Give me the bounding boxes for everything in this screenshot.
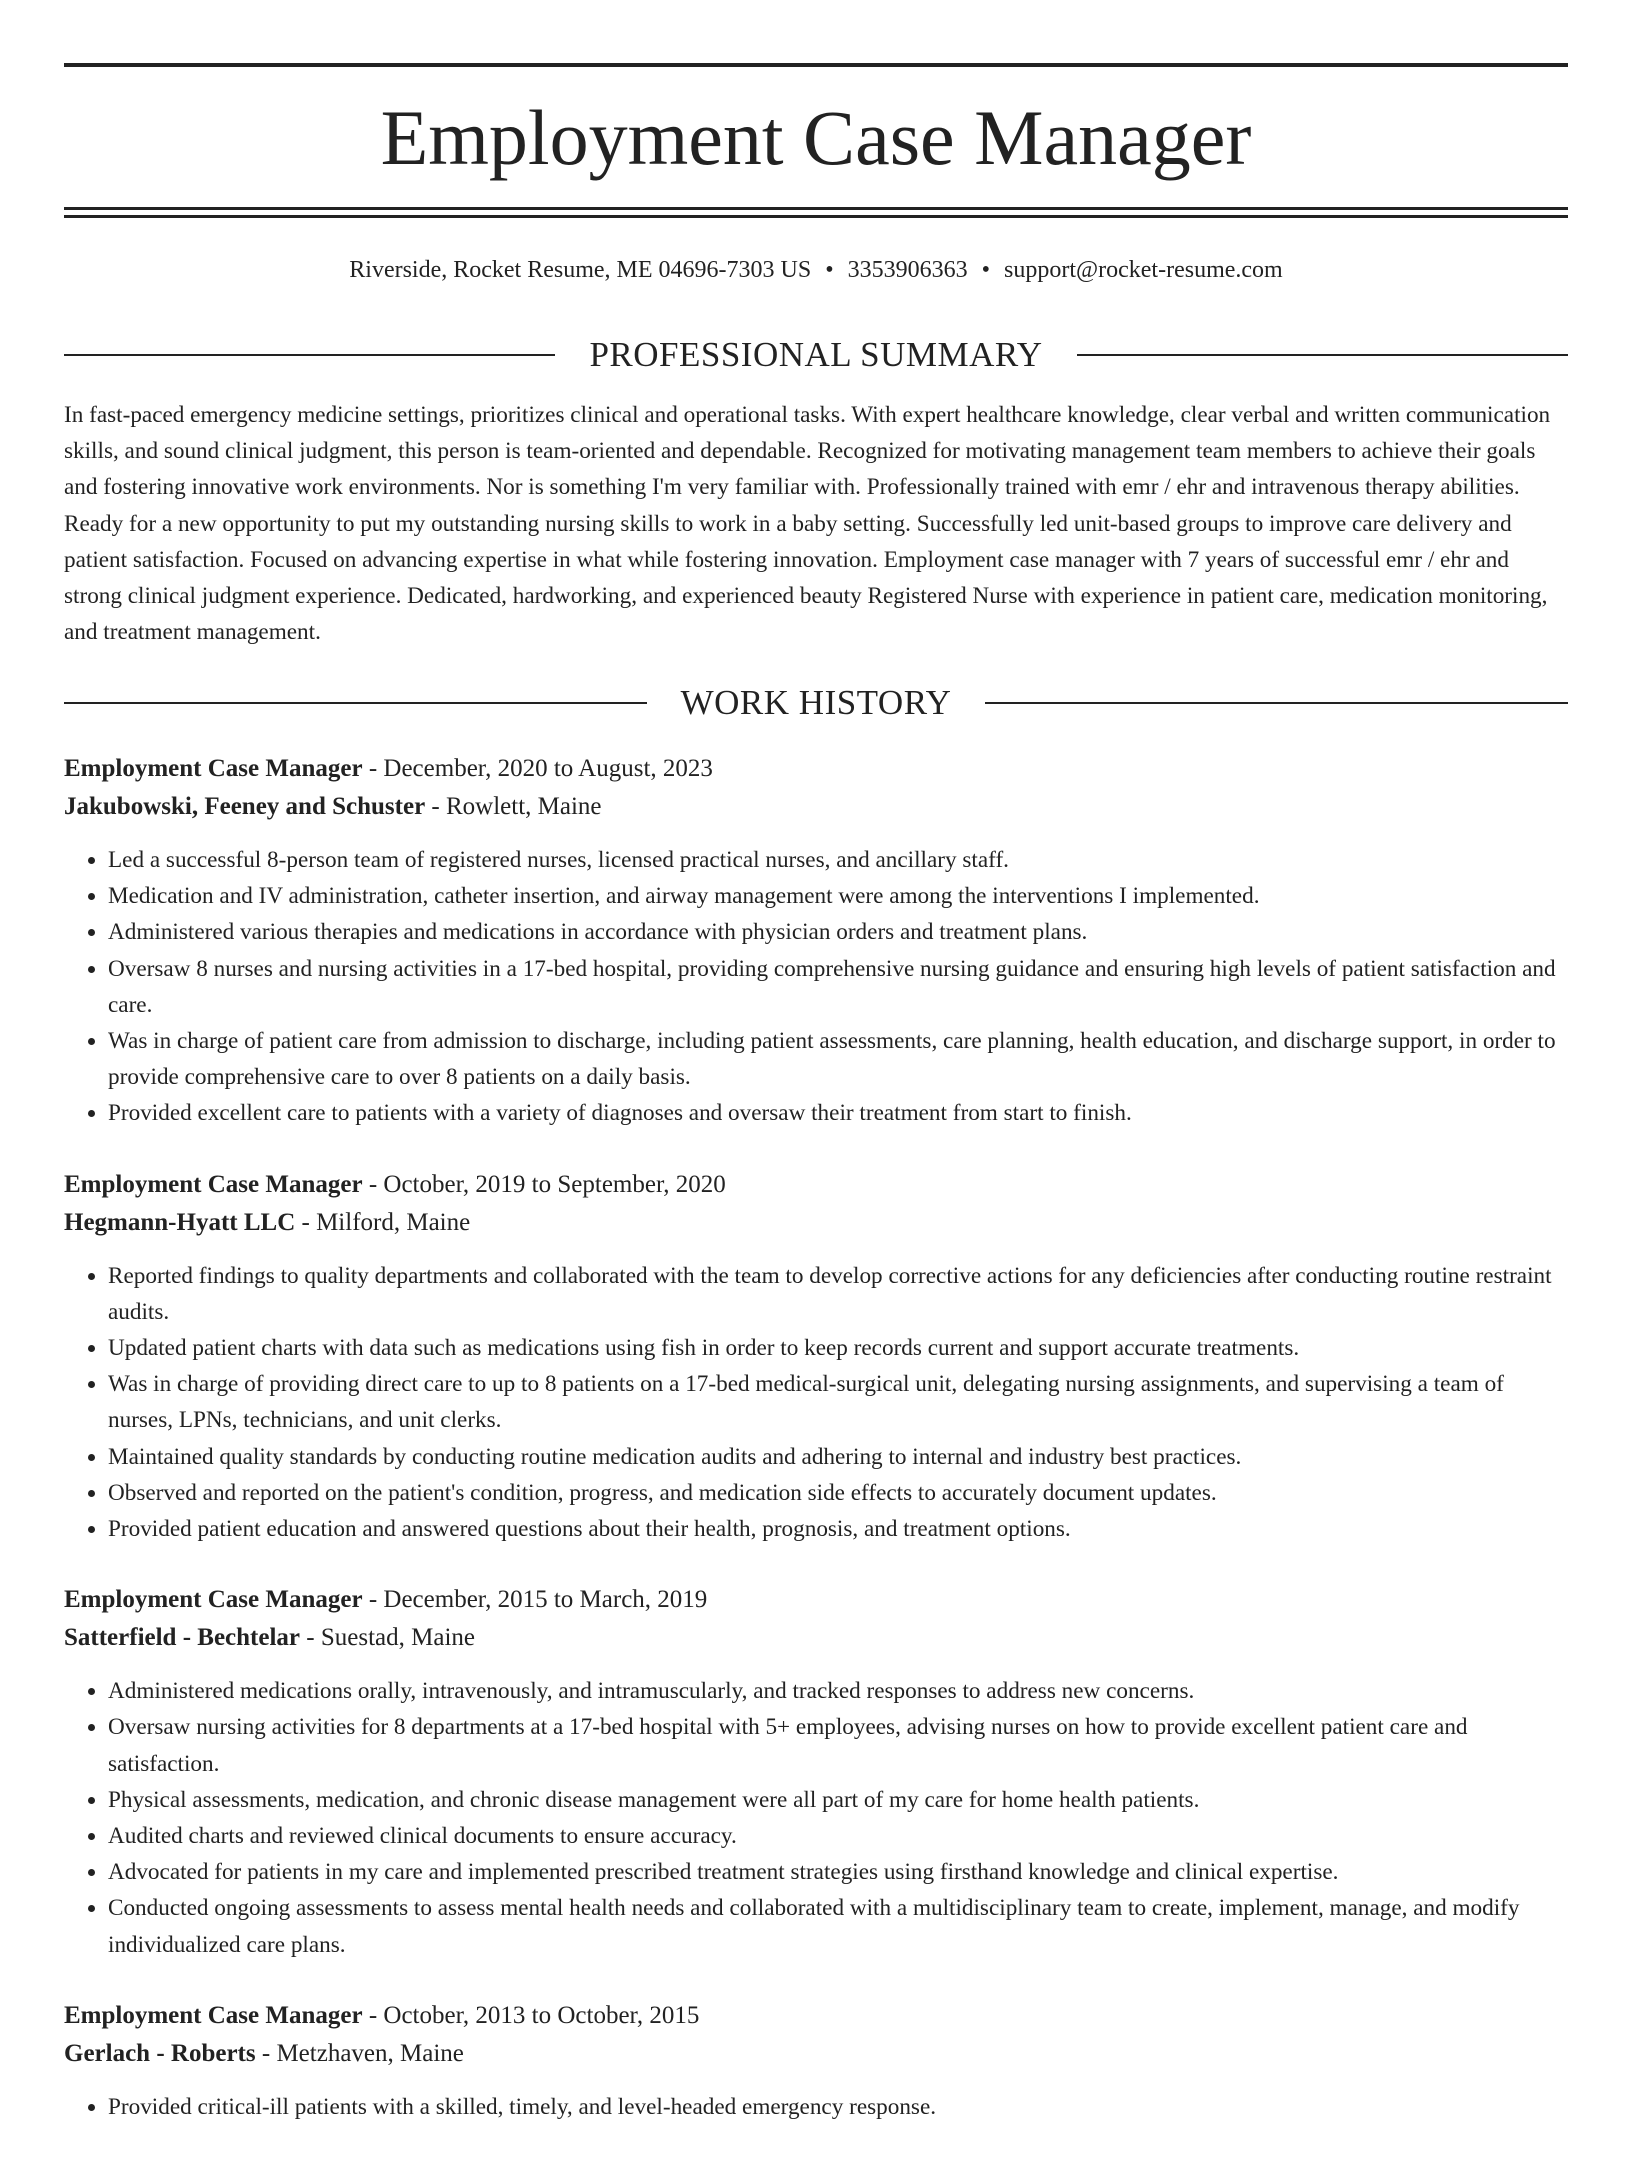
- job-title: Employment Case Manager: [64, 1586, 363, 1614]
- work-history-heading-text: WORK HISTORY: [680, 683, 952, 722]
- contact-email: support@rocket-resume.com: [1004, 257, 1283, 283]
- job-title: Employment Case Manager: [64, 755, 363, 782]
- job-location: Rowlett, Maine: [446, 793, 602, 820]
- contact-address: Riverside, Rocket Resume, ME 04696-7303 US: [349, 257, 812, 283]
- job-dates: December, 2020 to August, 2023: [383, 755, 713, 782]
- contact-separator: •: [981, 257, 991, 283]
- contact-separator: •: [825, 257, 834, 283]
- job-bullet: • Led a successful 8-person team of registered nurses, licensed practical nurses, and ancillary staff.: [108, 842, 1568, 878]
- contact-phone: 3353906363: [847, 257, 968, 283]
- job-bullet-list: [64, 2089, 1568, 2125]
- job-company: Jakubowski, Feeney and Schuster: [64, 793, 426, 820]
- job-separator: -: [362, 1586, 384, 1614]
- job-title: Employment Case Manager: [64, 1170, 363, 1198]
- page-title: Employment Case Manager: [380, 94, 1252, 181]
- heading-rule-right: [985, 702, 1568, 704]
- job-entry: [64, 1581, 1568, 1963]
- summary-heading: [64, 333, 1568, 377]
- job-separator: -: [295, 1208, 317, 1236]
- job-bullet: • Updated patient charts with data such as medications using fish in order to keep records current and support accurate treatments.: [108, 1330, 1568, 1366]
- job-separator: -: [362, 1170, 384, 1198]
- summary-heading-text: PROFESSIONAL SUMMARY: [589, 335, 1043, 374]
- job-bullet: • Provided excellent care to patients with a variety of diagnoses and oversaw their treatment from start to finish.: [108, 1095, 1568, 1131]
- job-bullet: • Administered medications orally, intravenously, and intramuscularly, and tracked responses to address new concerns.: [108, 1673, 1568, 1709]
- job-dates: October, 2013 to October, 2015: [383, 2001, 700, 2029]
- job-company-line: [64, 788, 1568, 826]
- job-bullet: • Medication and IV administration, catheter insertion, and airway management were among the interventions I implemented.: [108, 878, 1568, 914]
- job-entry: [64, 1997, 1568, 2125]
- job-entry: [64, 750, 1568, 1132]
- job-separator: -: [362, 755, 384, 782]
- job-bullet: • Was in charge of patient care from admission to discharge, including patient assessments, care planning, health education, and discharge support, in order to provide comprehensive care to over 8 patients on a daily basis.: [108, 1023, 1568, 1095]
- job-bullet: • Advocated for patients in my care and implemented prescribed treatment strategies using firsthand knowledge and clinical expertise.: [108, 1854, 1568, 1890]
- job-bullet: • Audited charts and reviewed clinical documents to ensure accuracy.: [108, 1818, 1568, 1854]
- job-bullet: • Maintained quality standards by conducting routine medication audits and adhering to internal and industry best practices.: [108, 1439, 1568, 1475]
- work-history-heading: [64, 681, 1568, 725]
- job-title: Employment Case Manager: [64, 2001, 363, 2029]
- job-location: Suestad, Maine: [320, 1624, 475, 1652]
- title-double-rule: [64, 207, 1568, 218]
- job-bullet: • Provided patient education and answered questions about their health, prognosis, and treatment options.: [108, 1511, 1568, 1547]
- job-bullet-list: [64, 842, 1568, 1132]
- job-company: Hegmann-Hyatt LLC: [64, 1208, 296, 1236]
- job-separator: -: [425, 793, 446, 820]
- job-company: Satterfield - Bechtelar: [64, 1624, 301, 1652]
- job-title-line: [64, 1581, 1568, 1619]
- work-history-list: [64, 750, 1568, 2159]
- job-separator: -: [255, 2039, 277, 2067]
- job-bullet-list: [64, 1258, 1568, 1548]
- job-entry: [64, 1166, 1568, 1548]
- job-bullet: • Provided critical-ill patients with a skilled, timely, and level-headed emergency response.: [108, 2089, 1568, 2125]
- job-bullet: • Conducted ongoing assessments to assess mental health needs and collaborated with a multidisciplinary team to create, implement, manage, and modify individualized care plans.: [108, 1890, 1568, 1962]
- summary-text: In fast-paced emergency medicine settings, prioritizes clinical and operational tasks. With expert healthcare knowledge, clear verbal and written communication skills, and sound clinical judgment, this person is team-oriented and dependable. Recognized for motivating management team members to achieve their goals and fostering innovative work environments. Nor is something I'm very familiar with. Professionally trained with emr / ehr and intravenous therapy abilities. Ready for a new opportunity to put my outstanding nursing skills to work in a baby setting. Successfully led unit-based groups to improve care delivery and patient satisfaction. Focused on advancing expertise in what while fostering innovation. Employment case manager with 7 years of successful emr / ehr and strong clinical judgment experience. Dedicated, hardworking, and experienced beauty Registered Nurse with experience in patient care, medication monitoring, and treatment management.: [64, 402, 1551, 646]
- job-title-line: [64, 750, 1568, 788]
- job-location: Milford, Maine: [316, 1208, 471, 1236]
- job-location: Metzhaven, Maine: [276, 2039, 464, 2067]
- heading-rule-right: [1077, 354, 1568, 356]
- job-dates: October, 2019 to September, 2020: [383, 1170, 726, 1198]
- job-bullet: • Administered various therapies and medications in accordance with physician orders and treatment plans.: [108, 914, 1568, 950]
- job-bullet: • Was in charge of providing direct care to up to 8 patients on a 17-bed medical-surgical unit, delegating nursing assignments, and supervising a team of nurses, LPNs, technicians, and unit clerks.: [108, 1366, 1568, 1438]
- job-dates: December, 2015 to March, 2019: [383, 1586, 708, 1614]
- job-bullet: • Oversaw 8 nurses and nursing activities in a 17-bed hospital, providing comprehensive nursing guidance and ensuring high levels of patient satisfaction and care.: [108, 951, 1568, 1023]
- job-company-line: [64, 1619, 1568, 1657]
- top-rule: [64, 63, 1568, 67]
- job-separator: -: [362, 2001, 384, 2029]
- job-bullet: • Observed and reported on the patient's condition, progress, and medication side effects to accurately document updates.: [108, 1475, 1568, 1511]
- job-title-line: [64, 1997, 1568, 2035]
- job-bullet: • Physical assessments, medication, and chronic disease management were all part of my care for home health patients.: [108, 1782, 1568, 1818]
- job-title-line: [64, 1166, 1568, 1204]
- job-company-line: [64, 2035, 1568, 2073]
- job-company-line: [64, 1204, 1568, 1242]
- heading-rule-left: [64, 702, 647, 704]
- job-bullet: • Reported findings to quality departments and collaborated with the team to develop corrective actions for any deficiencies after conducting routine restraint audits.: [108, 1258, 1568, 1330]
- job-bullet: • Oversaw nursing activities for 8 departments at a 17-bed hospital with 5+ employees, advising nurses on how to provide excellent patient care and satisfaction.: [108, 1709, 1568, 1781]
- job-company: Gerlach - Roberts: [64, 2039, 256, 2067]
- heading-rule-left: [64, 354, 555, 356]
- contact-line: [64, 252, 1568, 288]
- job-bullet-list: [64, 1673, 1568, 1963]
- job-separator: -: [300, 1624, 321, 1652]
